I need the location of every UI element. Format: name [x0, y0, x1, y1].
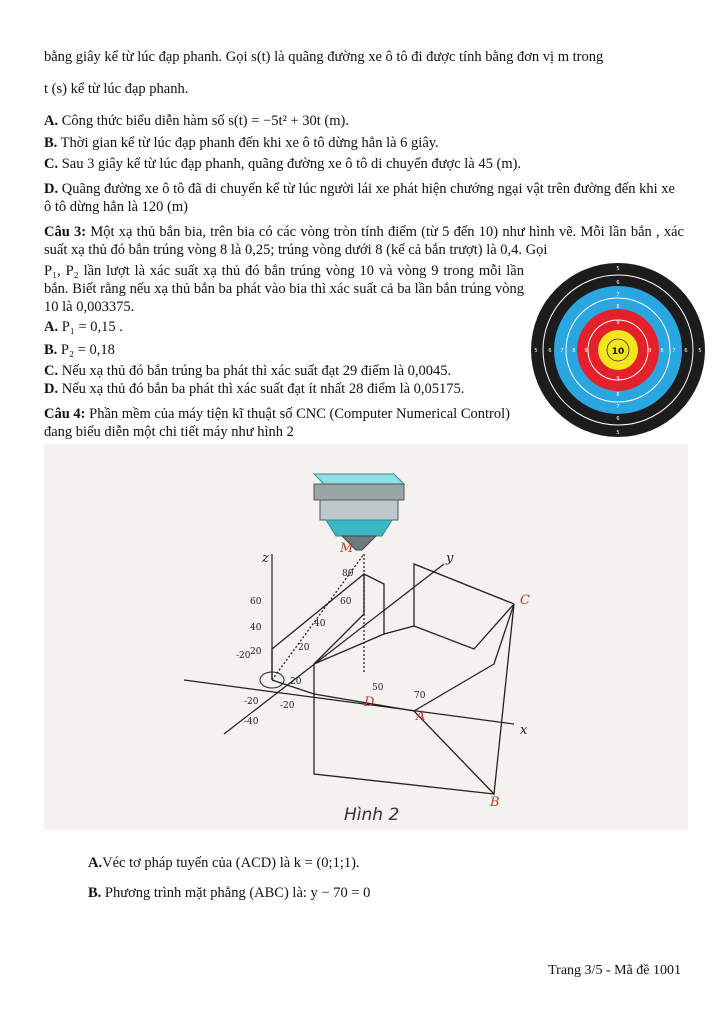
q3-option-a: A. P₁ = 0,15 . — [44, 319, 123, 335]
target-label-right-8: 8 — [660, 348, 664, 354]
tick-label-z60: 60 — [250, 597, 262, 607]
target-label-top-9: 9 — [616, 320, 620, 326]
tick-label-y40: 40 — [314, 619, 326, 629]
tick-label-y60: 60 — [340, 597, 352, 607]
q4-heading: Câu 4: — [44, 406, 86, 422]
target-label-right-7: 7 — [672, 348, 676, 354]
tick-label-x-neg20: -20 — [236, 651, 251, 661]
target-label-top-5: 5 — [616, 266, 620, 272]
tick-label-z40: 40 — [250, 623, 262, 633]
target-label-top-6: 6 — [616, 280, 620, 286]
target-label-bottom-9: 9 — [616, 376, 620, 382]
q3-heading: Câu 3: — [44, 224, 87, 240]
point-label-a: A — [416, 709, 426, 724]
tick-label-z20: 20 — [250, 647, 262, 657]
target-label-bottom-5: 5 — [616, 430, 620, 436]
tick-label-z-neg40: -40 — [244, 717, 259, 727]
archery-target-image — [530, 262, 706, 438]
tick-label-y80: 80 — [342, 569, 354, 579]
tick-label-x50: 50 — [372, 683, 384, 693]
target-label-left-6: 6 — [548, 348, 552, 354]
target-label-top-7: 7 — [616, 292, 620, 298]
q4-option-a: A.Véc tơ pháp tuyến của (ACD) là k = (0;1;1). — [88, 855, 360, 871]
q2-option-a: A. Công thức biểu diễn hàm số s(t) = −5t² + 30t (m). — [44, 113, 349, 129]
axis-label-y: y — [446, 551, 454, 566]
target-label-left-5: 5 — [534, 348, 538, 354]
q3-option-d: D. Nếu xạ thủ đó bắn ba phát thì xác suất đạt ít nhất 28 điểm là 0,05175. — [44, 381, 465, 397]
target-label-top-8: 8 — [616, 304, 620, 310]
target-label-bottom-7: 7 — [616, 404, 620, 410]
q2-option-d: D. Quãng đường xe ô tô đã di chuyển kể từ lúc người lái xe phát hiện chướng ngại vật trên đường đến khi xe ô tô dừng hẳn là 120 (m) — [44, 181, 675, 215]
intro-line-2: t (s) kể từ lúc đạp phanh. — [44, 81, 189, 97]
point-label-b: B — [490, 795, 500, 810]
axis-label-x: x — [520, 723, 528, 738]
q3-body: P₁, P₂ lần lượt là xác suất xạ thủ đó bắn trúng vòng 10 và vòng 9 trong mỗi lần bắn. Biết rằng nếu xạ thủ bắn ba phát vào bia thì xác suất cả ba lần bắn trúng vòng 10 là 0,003375. — [44, 263, 524, 315]
cnc-figure — [44, 444, 688, 830]
figure-caption: Hình 2 — [344, 805, 400, 825]
target-label-bottom-8: 8 — [616, 392, 620, 398]
target-label-center-10: 10 — [611, 347, 625, 357]
target-label-right-6: 6 — [684, 348, 688, 354]
q3-option-b: B. P₂ = 0,18 — [44, 342, 115, 358]
point-label-c: C — [520, 593, 530, 608]
axis-label-z: z — [262, 551, 269, 566]
tick-label-y-neg20: -20 — [280, 701, 295, 711]
target-label-left-8: 8 — [572, 348, 576, 354]
q3-intro: Câu 3: Một xạ thủ bắn bia, trên bia có các vòng tròn tính điểm (từ 5 đến 10) như hình vẽ. Mỗi lần bắn , xác suất xạ thủ đó bắn trúng vòng 8 là 0,25; trúng vòng dưới 8 (kể cả bắn trượt) là 0,4. Gọi — [44, 224, 684, 258]
q4-option-b: B. Phương trình mặt phẳng (ABC) là: y − 70 = 0 — [88, 885, 371, 901]
target-label-bottom-6: 6 — [616, 416, 620, 422]
tick-label-x20: 20 — [290, 677, 302, 687]
q2-option-c: C. Sau 3 giây kể từ lúc đạp phanh, quãng đường xe ô tô di chuyển được là 45 (m). — [44, 156, 522, 172]
point-label-m: M — [340, 541, 354, 556]
intro-line-1: bằng giây kể từ lúc đạp phanh. Gọi s(t) là quãng đường xe ô tô đi được tính bằng đơn vị m trong — [44, 49, 604, 65]
tick-label-x70: 70 — [414, 691, 426, 701]
target-label-right-9: 9 — [648, 348, 652, 354]
tick-label-y20: 20 — [298, 643, 310, 653]
q2-option-b: B. Thời gian kể từ lúc đạp phanh đến khi xe ô tô dừng hẳn là 6 giây. — [44, 135, 439, 151]
point-label-d: D — [364, 695, 375, 710]
tick-label-z-neg20: -20 — [244, 697, 259, 707]
page-footer: Trang 3/5 - Mã đề 1001 — [548, 963, 681, 978]
q3-option-c: C. Nếu xạ thủ đó bắn trúng ba phát thì xác suất đạt 29 điểm là 0,0045. — [44, 363, 452, 379]
target-label-left-9: 9 — [584, 348, 588, 354]
target-label-left-7: 7 — [560, 348, 564, 354]
target-label-right-5: 5 — [698, 348, 702, 354]
q4-intro: Câu 4: Phần mềm của máy tiện kĩ thuật số CNC (Computer Numerical Control) đang biểu diễn một chi tiết máy như hình 2 — [44, 406, 510, 440]
